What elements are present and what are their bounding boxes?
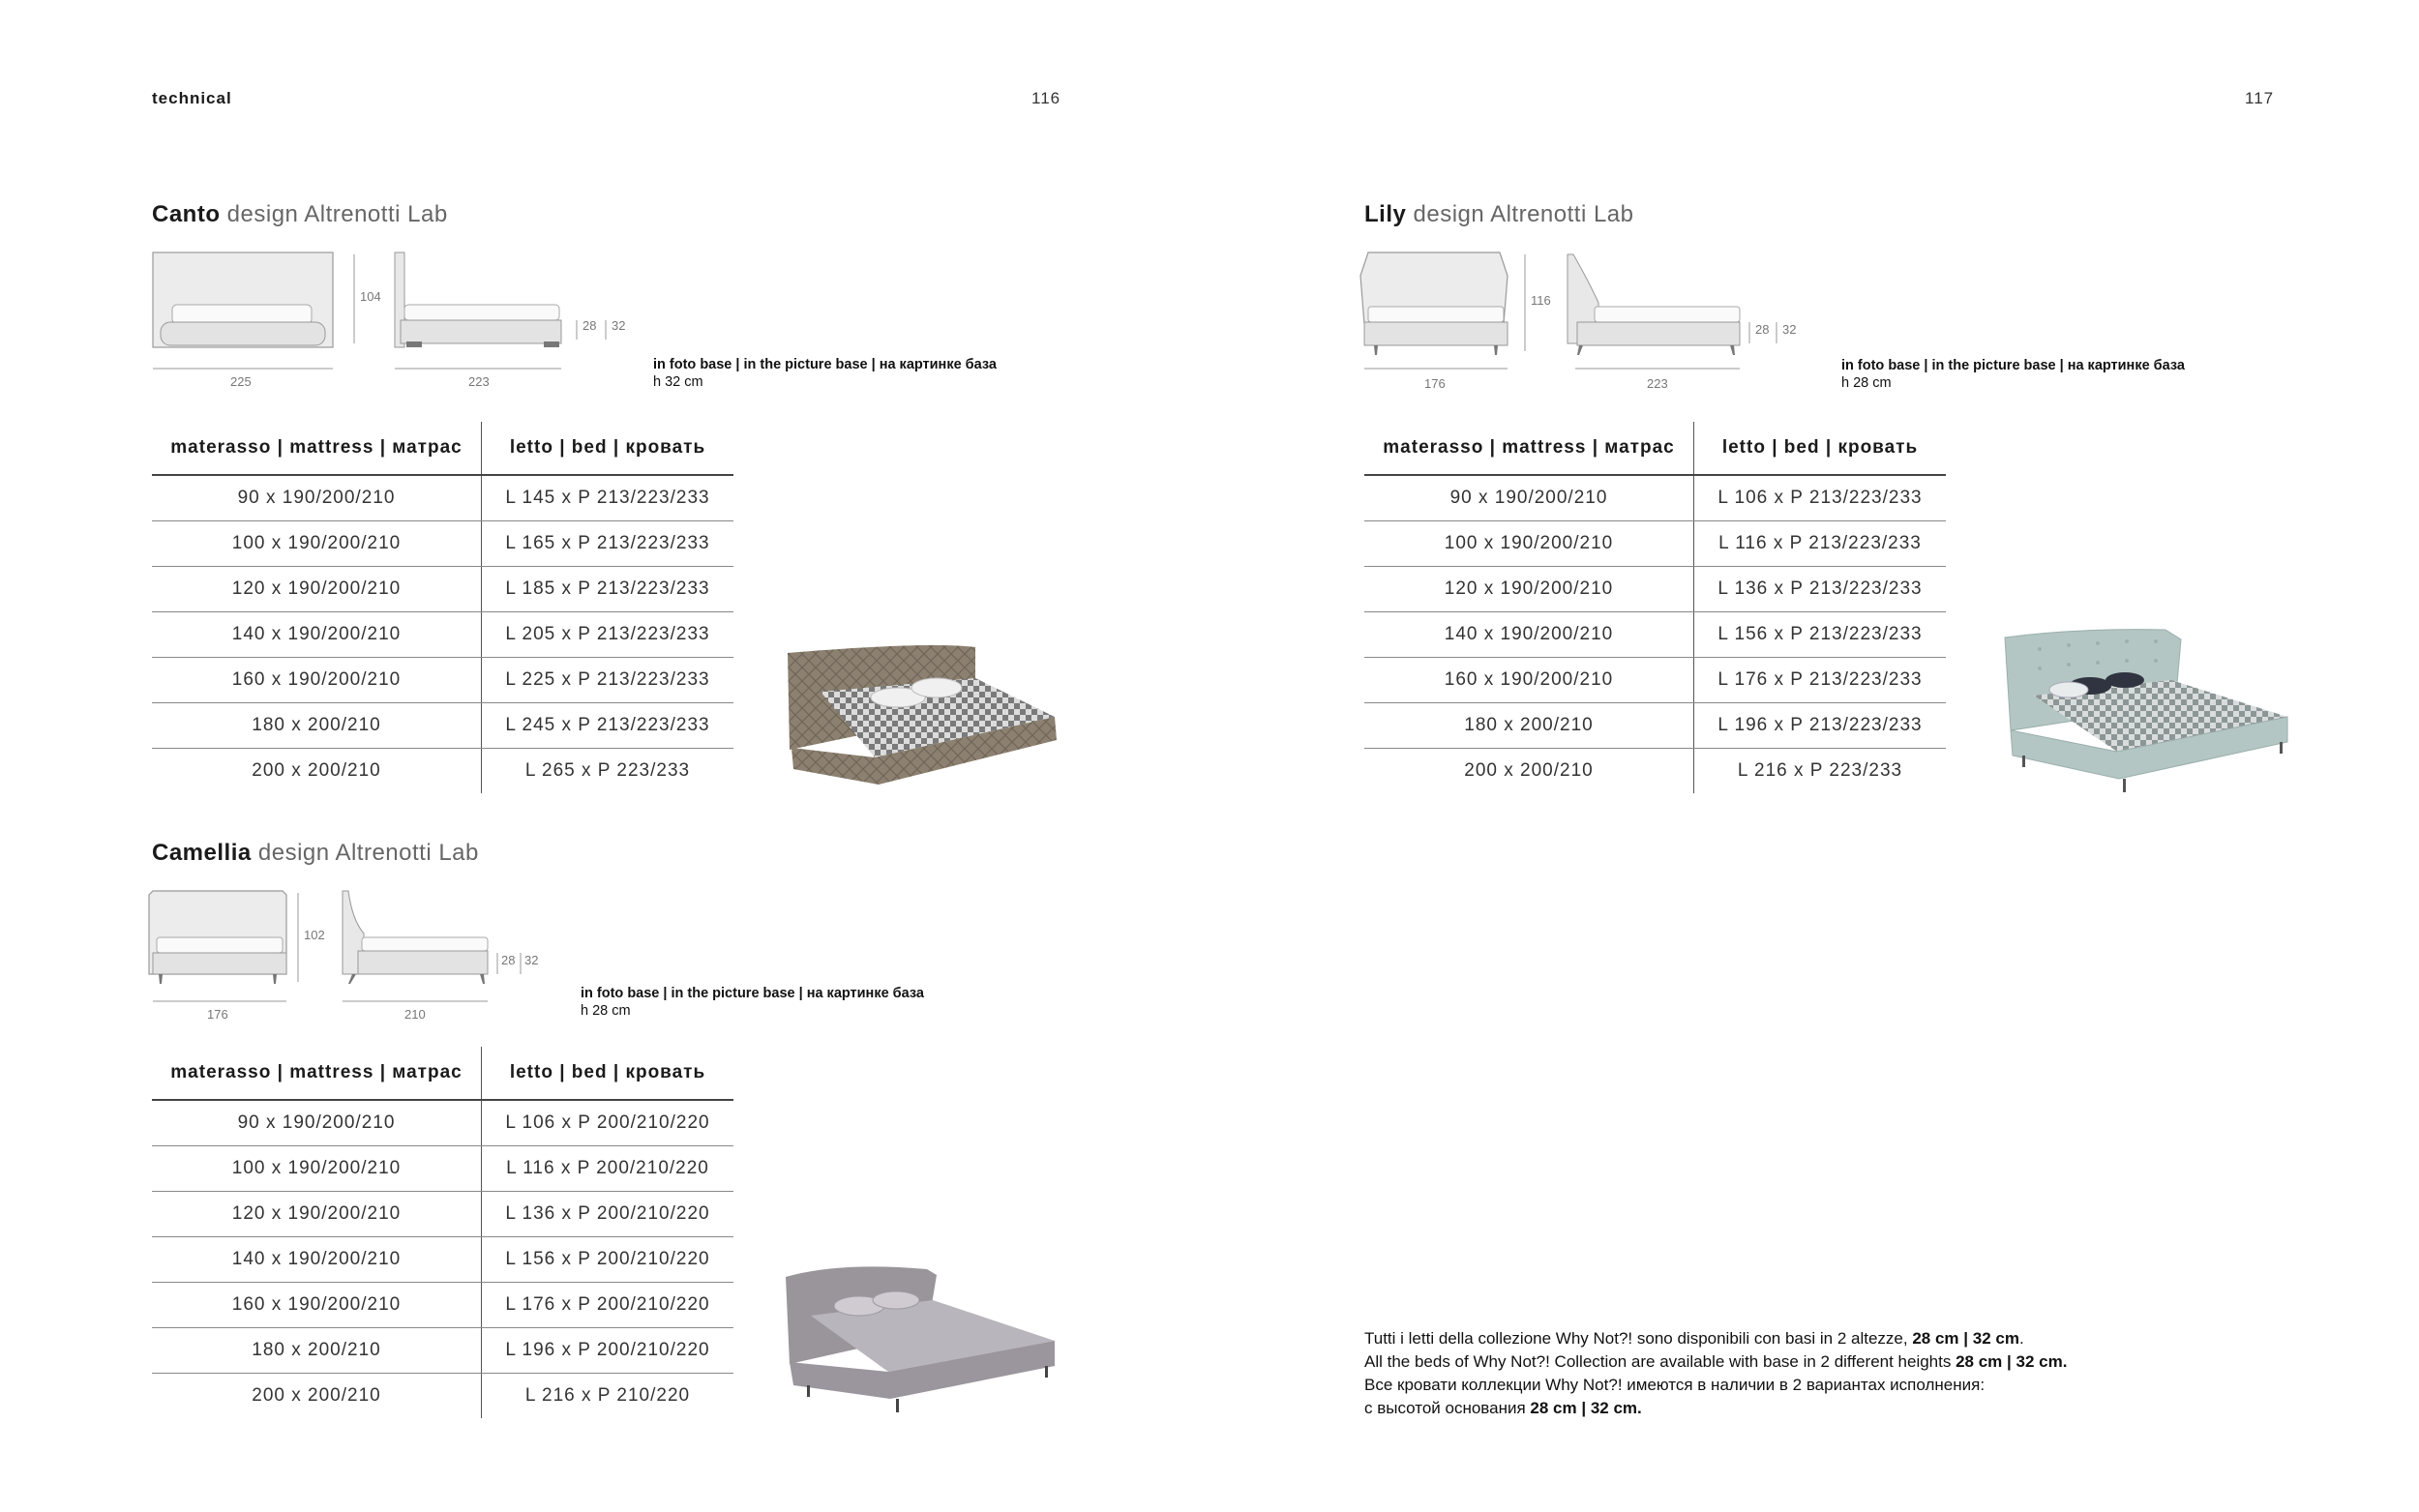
camellia-base-low: 28 xyxy=(501,953,516,967)
base-note-label: in foto base | in the picture base | на картинке база xyxy=(1841,358,2185,373)
camellia-leg xyxy=(159,974,163,984)
column-header-bed: letto | bed | кровать xyxy=(482,422,734,475)
note-line-en xyxy=(1364,1350,2067,1374)
bed-size: L 216 x P 223/233 xyxy=(1737,760,1903,781)
canto-height-label: 104 xyxy=(360,289,381,304)
lily-leg xyxy=(1494,345,1498,355)
mattress-size: 180 x 200/210 xyxy=(152,703,482,749)
base-note-height: h 28 cm xyxy=(1841,375,1892,391)
canto-spec-table xyxy=(152,422,733,793)
lily-spec-table xyxy=(1364,422,1946,793)
note-heights: 28 cm | 32 cm. xyxy=(1530,1399,1642,1417)
table-row xyxy=(1364,612,1946,658)
table-row xyxy=(1364,658,1946,703)
canto-mattress-front xyxy=(172,305,312,324)
mattress-size: 120 x 190/200/210 xyxy=(152,567,482,612)
mattress-size: 140 x 190/200/210 xyxy=(152,1237,482,1283)
table-row xyxy=(152,612,733,658)
canto-width-label: 225 xyxy=(230,374,252,389)
table-row xyxy=(152,1374,733,1419)
table-row xyxy=(152,1146,733,1192)
camellia-mattress-front xyxy=(157,937,283,953)
table-row xyxy=(1364,567,1946,612)
bed-size: L 156 x P 213/223/233 xyxy=(1694,612,1947,658)
product-title-camellia xyxy=(152,840,479,867)
mattress-size: 90 x 190/200/210 xyxy=(152,1100,482,1146)
bed-size: L 216 x P 210/220 xyxy=(524,1385,691,1406)
pillow xyxy=(873,1291,919,1309)
table-row xyxy=(152,1192,733,1237)
column-header-bed: letto | bed | кровать xyxy=(1694,422,1947,475)
note-heights: 28 cm | 32 cm xyxy=(1912,1329,2019,1348)
camellia-base-side xyxy=(358,951,488,974)
section-label: technical xyxy=(152,89,232,107)
lily-width-label: 176 xyxy=(1424,376,1446,391)
mattress-size: 200 x 200/210 xyxy=(152,749,482,794)
bed-size: L 145 x P 213/223/233 xyxy=(482,475,734,521)
note-text: Tutti i letti della collezione Why Not?! sono disponibili con basi in 2 altezze, xyxy=(1364,1329,1913,1348)
column-header-mattress: materasso | mattress | матрас xyxy=(1364,422,1694,475)
table-row xyxy=(1364,521,1946,567)
bed-size: L 106 x P 200/210/220 xyxy=(482,1100,734,1146)
table-row xyxy=(152,749,733,794)
table-row xyxy=(152,521,733,567)
mattress-size: 140 x 190/200/210 xyxy=(1364,612,1694,658)
camellia-leg xyxy=(807,1385,810,1397)
canto-base-low: 28 xyxy=(582,318,597,333)
bed-size: L 165 x P 213/223/233 xyxy=(482,521,734,567)
product-designer: design Altrenotti Lab xyxy=(1413,201,1634,227)
product-name: Camellia xyxy=(152,840,252,866)
table-row xyxy=(152,1100,733,1146)
lily-leg xyxy=(1577,345,1583,355)
lily-mattress-side xyxy=(1595,307,1740,322)
table-row xyxy=(152,703,733,749)
bed-size: L 106 x P 213/223/233 xyxy=(1694,475,1947,521)
lily-base-side xyxy=(1577,322,1740,345)
table-row xyxy=(152,1283,733,1328)
camellia-spec-table xyxy=(152,1047,733,1418)
table-row xyxy=(152,658,733,703)
camellia-height-label: 102 xyxy=(304,928,325,942)
page-number-right: 117 xyxy=(2245,89,2275,107)
column-header-mattress: materasso | mattress | матрас xyxy=(152,1047,482,1100)
lily-base-note xyxy=(1841,357,2185,392)
camellia-base-note xyxy=(581,985,924,1020)
table-row xyxy=(152,1328,733,1374)
camellia-base-high: 32 xyxy=(524,953,539,967)
bed-size: L 196 x P 213/223/233 xyxy=(1694,703,1947,749)
product-designer: design Altrenotti Lab xyxy=(226,201,448,227)
canto-bed-photo xyxy=(782,634,1072,788)
bed-size: L 245 x P 213/223/233 xyxy=(482,703,734,749)
bed-size: L 265 x P 223/233 xyxy=(524,760,691,781)
column-header-mattress: materasso | mattress | матрас xyxy=(152,422,482,475)
camellia-bed-photo xyxy=(782,1258,1072,1422)
note-text: . xyxy=(2018,1329,2024,1348)
bed-size: L 156 x P 200/210/220 xyxy=(482,1237,734,1283)
pillow xyxy=(2049,682,2088,697)
table-row xyxy=(1364,475,1946,521)
bed-size: L 176 x P 213/223/233 xyxy=(1694,658,1947,703)
note-line-it xyxy=(1364,1327,2067,1350)
mattress-size: 120 x 190/200/210 xyxy=(1364,567,1694,612)
camellia-dimension-drawing xyxy=(145,885,571,1030)
product-designer: design Altrenotti Lab xyxy=(257,840,479,866)
table-row xyxy=(1364,749,1946,794)
bed-size: L 205 x P 213/223/233 xyxy=(482,612,734,658)
pillow xyxy=(2105,672,2144,688)
canto-mattress-side xyxy=(404,305,559,320)
pillow xyxy=(911,678,962,697)
mattress-size: 100 x 190/200/210 xyxy=(152,521,482,567)
mattress-size: 200 x 200/210 xyxy=(152,1374,482,1419)
camellia-leg xyxy=(480,974,485,984)
canto-length-label: 223 xyxy=(468,374,490,389)
camellia-length-label: 210 xyxy=(404,1007,426,1022)
note-line-ru-2 xyxy=(1364,1397,2067,1420)
canto-base-front xyxy=(161,322,325,345)
mattress-size: 180 x 200/210 xyxy=(152,1328,482,1374)
bed-size: L 116 x P 200/210/220 xyxy=(482,1146,734,1192)
product-name: Lily xyxy=(1364,201,1407,227)
lily-leg xyxy=(2123,779,2126,792)
lily-leg xyxy=(2280,742,2283,754)
base-note-label: in foto base | in the picture base | на картинке база xyxy=(653,357,997,372)
lily-dimension-drawing xyxy=(1357,247,1811,392)
note-heights: 28 cm | 32 cm. xyxy=(1956,1352,2068,1371)
canto-foot xyxy=(406,341,422,347)
lily-leg xyxy=(1730,345,1735,355)
camellia-leg xyxy=(1045,1366,1048,1378)
canto-dimension-drawing xyxy=(145,247,648,401)
mattress-size: 140 x 190/200/210 xyxy=(152,612,482,658)
product-title-canto xyxy=(152,201,448,228)
mattress-size: 100 x 190/200/210 xyxy=(1364,521,1694,567)
base-note-label: in foto base | in the picture base | на картинке база xyxy=(581,986,924,1001)
page-number-left: 116 xyxy=(1031,89,1061,107)
camellia-leg xyxy=(896,1399,899,1412)
canto-base-note xyxy=(653,356,997,391)
lily-bed-photo xyxy=(2001,624,2301,798)
mattress-size: 100 x 190/200/210 xyxy=(152,1146,482,1192)
lily-length-label: 223 xyxy=(1647,376,1668,391)
mattress-size: 90 x 190/200/210 xyxy=(1364,475,1694,521)
camellia-leg xyxy=(273,974,277,984)
bed-size: L 136 x P 200/210/220 xyxy=(482,1192,734,1237)
note-text: All the beds of Why Not?! Collection are available with base in 2 different heights xyxy=(1364,1352,1956,1371)
bed-size: L 136 x P 213/223/233 xyxy=(1694,567,1947,612)
canto-foot xyxy=(544,341,559,347)
camellia-width-label: 176 xyxy=(207,1007,228,1022)
table-row xyxy=(1364,703,1946,749)
bed-size: L 185 x P 213/223/233 xyxy=(482,567,734,612)
table-row xyxy=(152,475,733,521)
camellia-base-front xyxy=(153,953,286,974)
mattress-size: 160 x 190/200/210 xyxy=(152,1283,482,1328)
mattress-size: 200 x 200/210 xyxy=(1364,749,1694,794)
bed-size: L 196 x P 200/210/220 xyxy=(482,1328,734,1374)
lily-mattress-front xyxy=(1368,307,1504,322)
lily-leg xyxy=(2022,756,2025,767)
bed-size: L 116 x P 213/223/233 xyxy=(1694,521,1947,567)
product-name: Canto xyxy=(152,201,221,227)
lily-base-front xyxy=(1364,322,1508,345)
lily-base-high: 32 xyxy=(1782,322,1797,337)
product-title-lily xyxy=(1364,201,1634,228)
mattress-size: 120 x 190/200/210 xyxy=(152,1192,482,1237)
base-note-height: h 32 cm xyxy=(653,374,703,390)
camellia-leg xyxy=(348,974,356,984)
canto-base-side xyxy=(401,320,561,343)
table-row xyxy=(152,1237,733,1283)
mattress-size: 180 x 200/210 xyxy=(1364,703,1694,749)
base-note-height: h 28 cm xyxy=(581,1003,631,1019)
lily-base-low: 28 xyxy=(1755,322,1770,337)
table-row xyxy=(152,567,733,612)
lily-height-label: 116 xyxy=(1531,293,1551,308)
bed-size: L 225 x P 213/223/233 xyxy=(482,658,734,703)
mattress-size: 160 x 190/200/210 xyxy=(152,658,482,703)
availability-note xyxy=(1364,1327,2067,1420)
lily-leg xyxy=(1374,345,1378,355)
canto-base-high: 32 xyxy=(612,318,626,333)
bed-size: L 176 x P 200/210/220 xyxy=(482,1283,734,1328)
mattress-size: 160 x 190/200/210 xyxy=(1364,658,1694,703)
note-text: с высотой основания xyxy=(1364,1399,1531,1417)
column-header-bed: letto | bed | кровать xyxy=(482,1047,734,1100)
mattress-size: 90 x 190/200/210 xyxy=(152,475,482,521)
camellia-mattress-side xyxy=(362,937,488,951)
note-line-ru: Все кровати коллекции Why Not?! имеются в наличии в 2 вариантах исполнения: xyxy=(1364,1376,1986,1394)
